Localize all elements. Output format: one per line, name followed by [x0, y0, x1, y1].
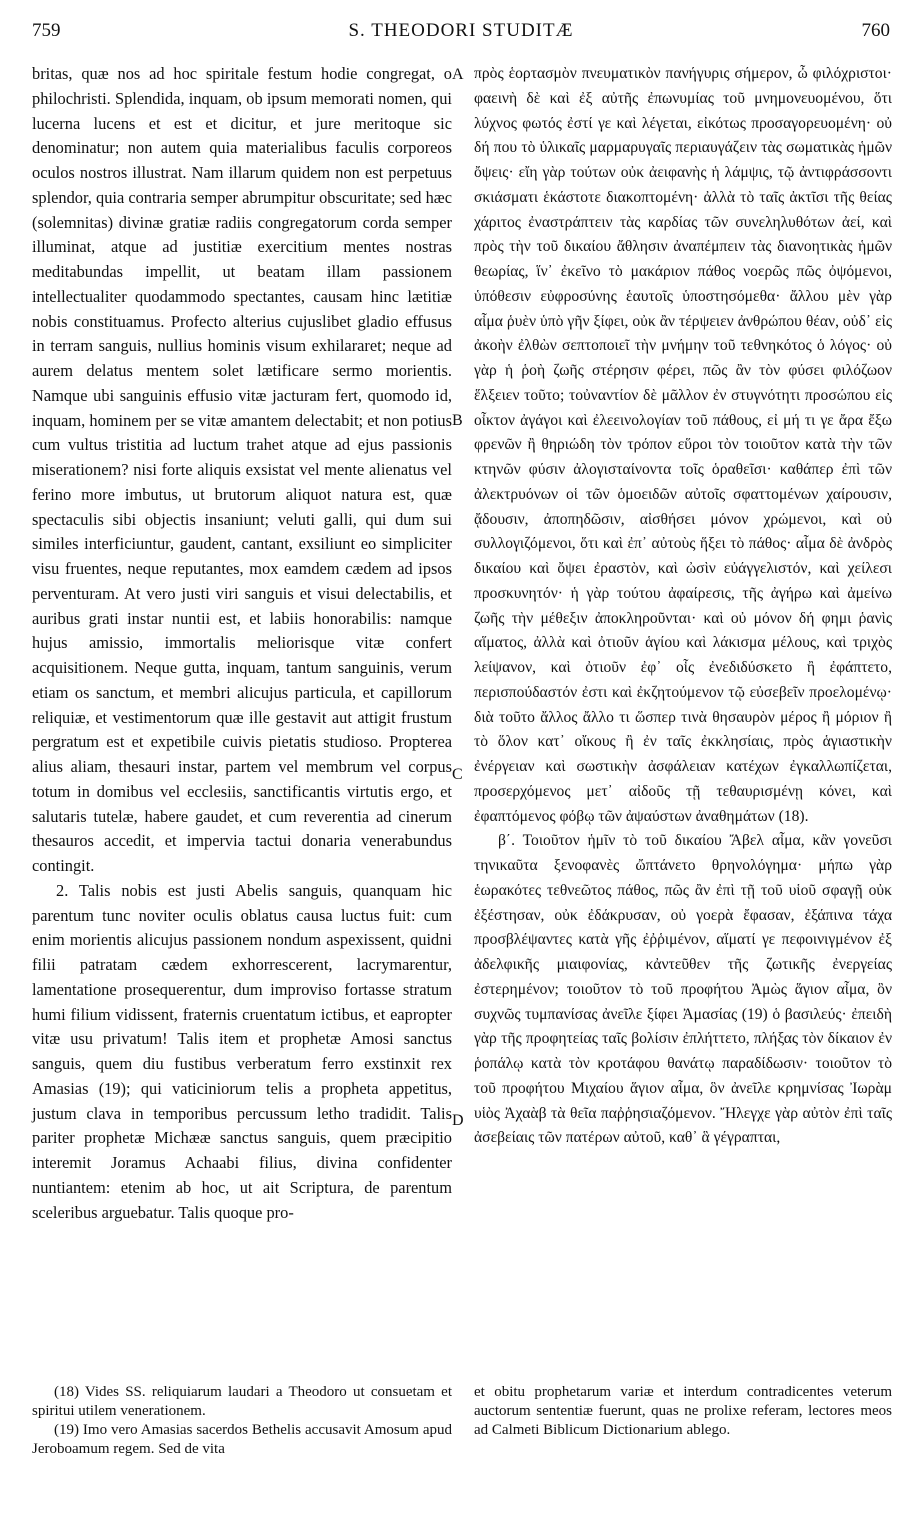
- footnote-18: (18) Vides SS. reliquiarum laudari a Theodoro ut consuetam et spiritui utilem venerationem.: [32, 1384, 452, 1419]
- running-title: S. THEODORI STUDITÆ: [348, 20, 574, 41]
- greek-column: [474, 62, 892, 1151]
- margin-letter-a: A: [452, 66, 464, 83]
- greek-paragraph-1: πρὸς ἑορτασμὸν πνευματικὸν πανήγυρις σήμερον, ὦ φιλόχριστοι· φαεινὴ δὲ καὶ ἐξ αὐτῆς ἐπωνυμίας τοῦ μνημονευομένου, ὅτι λύχνος φωτός ἐστί γε καὶ λέγεται, εἰκότως προσαγορευομένη· οὐ δή που τὸ ὑλικαῖς μαρμαρυγαῖς περιαυγάζειν τὰς σωματικὰς ἡμῶν ὄψεις· εἴη γὰρ τούτων οὐκ ἀειφανὴς ἡ λάμψις, τῷ ἀντιφράσσοντι σκιάσματι ἑκάστοτε διακοπτομένη· ἀλλὰ τὸ ταῖς ἀκτῖσι τῆς θείας χάριτος ἐναστράπτειν τὰς καρδίας τῶν συνεληλυθότων ἀεί, καὶ πρὸς τὴν τοῦ δικαίου ἄθλησιν ἀναπέμπειν τὰς διανοητικὰς ἡμῶν θεωρίας, ἵν᾽ ἐκεῖνο τὸ μακάριον πάθος νοερῶς πῶς ὀψόμενοι, ὑπόθεσιν εὐφροσύνης ἑαυτοῖς ὑποστησόμεθα· ἄλλου μὲν γὰρ αἷμα ῥυὲν ὑπὸ γῆν ξίφει, οὐκ ἂν τέρψειεν ἀνθρώπου θέαν, οὐδ᾽ εἰς ἀκοὴν ἐλθὼν σεπτοποιεῖ τὴν μνήμην τοῦ τεθνηκότος ὁ λόγος· οὐ γὰρ ἡ ῥοὴ ζωῆς στέρησιν φέρει, πῶς ἂν τὸν φύσει φιλόζωον ἕλξειεν τοῦτο; τοὐναντίον δὲ μᾶλλον ἐν στυγνότητι προσώπου εἰς οἶκτον ἀγάγοι καὶ ἐλεεινολογίαν τοῦ πάθους, εἰ μή τι γε ἄρα ἔξω φρενῶν ἢ θηριώδη τὸν τρόπον εὕροι τὸν τοιοῦτον κατὰ τὴν τῶν κτηνῶν φύσιν ἀλογισταίνοντα τοῖς ὁραθεῖσι· καθάπερ ἐπὶ τῶν ἀλεκτρυόνων οἱ τῶν ὁμοειδῶν αὐτοῖς σφαττομένων χαίρουσιν, ᾄδουσιν, ἀποπηδῶσιν, αἰσθήσει μόνον χρώμενοι, καὶ οὐ συλλογιζόμενοι, ὅτι καὶ ἐπ᾽ αὐτοὺς ἥξει τὸ πάθος· αἷμα δὲ ἀνδρὸς δικαίου καὶ ὄψει ἐραστὸν, καὶ ὠσὶν εὐάγγελιστόν, καὶ χείλεσι προσκυνητόν· ἡ γὰρ τούτου ἀφαίρεσις, τῆς ἀγήρω καὶ ἀμείνω ζωῆς τὴν μέθεξιν ἀποκληροῦνται· καὶ οὐ μόνον δή φημι ῥανὶς αἵματος, ἀλλὰ καὶ ὀτιοῦν ἁγίου καὶ λάκισμα μέλους, καὶ τριχὸς λείψανον, καὶ ὀτιοῦν ἐφ᾽ οἷς ἐνεδιδύσκετο ἢ ἐφάπτετο, περισπούδαστόν ἐστι καὶ ἐκζητούμενον τῷ εὐσεβεῖν προελομένῳ· διὰ τοῦτο ἄλλος ἄλλο τι ὥσπερ τινὰ θησαυρὸν μέρος ἢ μόριον ἢ τὸ ὅλον κατ᾽ οἴκους ἢ ἐν ταῖς ἐκκλησίαις, πρὸς ἁγιαστικὴν ἐνέργειαν καὶ σωστικὴν ἀσφάλειαν κατέχων ἐγκαλλωπίζεται, προσερχόμενος μετ᾽ αἰδοῦς τῇ τεθαυρισμένῃ κόνει, καὶ ἐφαπτόμενος φόβῳ τῶν ἀψαύστων ἀναθημάτων (18).: [474, 65, 892, 825]
- footnotes-left: [32, 1383, 452, 1459]
- margin-letter-c: C: [452, 766, 463, 783]
- footnotes-right: [474, 1383, 892, 1440]
- footnote-19: (19) Imo vero Amasias sacerdos Bethelis accusavit Amosum apud Jeroboamum regem. Sed de vita: [32, 1422, 452, 1457]
- greek-paragraph-2: β΄. Τοιοῦτον ἡμῖν τὸ τοῦ δικαίου Ἄβελ αἷμα, κἂν γονεῦσι τηνικαῦτα ξενοφανὲς ὤπτάνετο θρηνολόγημα· μήπω γὰρ ἑωρακότες τεθνεῶτος πάθος, πῶς ἂν ἐπὶ τῇ τοῦ υἱοῦ σφαγῇ οὐκ ἐξέστησαν, οὐκ ἐδάκρυσαν, οὐ γοερὰ ἔφασαν, ἐξάπινα τάχα προσβλέψαντες κατὰ γῆς ἐῤῥιμένον, αἵματί γε πεφοινιγμένον ἐξ ἀδελφικῆς μιαιφονίας, κἀντεῦθεν τῆς ζωτικῆς ἐνεργείας ἐστερημένον; τοιοῦτον τὸ τοῦ προφήτου Ἀμὼς ἅγιον αἷμα, ὃν συχνῶς τυμπανίσας ἀνεῖλε ξίφει Ἀμασίας (19) ὁ βασιλεύς· ἐπειδὴ γὰρ τῆς προφητείας ταῖς βολίσιν ἐπλήττετο, πλήξας τὸν δίκαιον ἐν ῥοπάλῳ κατὰ τὸν κροτάφου θανάτῳ παραδίδωσιν· τοιοῦτον τὸ τοῦ προφήτου Μιχαίου ἅγιον αἷμα, ὃν ἀνεῖλε κρημνίσας Ἰωρὰμ υἱὸς Ἀχαὰβ τὰ θεῖα παῤῥησιαζόμενον. Ἤλεγχε γὰρ αὐτὸν ἐπὶ ταῖς ἀσεβείαις τῶν πατέρων αὐτοῦ, καθ᾽ ἃ γέγραπται,: [474, 832, 892, 1147]
- latin-column: [32, 62, 452, 1225]
- margin-letter-b: B: [452, 412, 463, 429]
- left-page-number: 759: [32, 20, 61, 41]
- latin-paragraph-1: britas, quæ nos ad hoc spiritale festum hodie congregat, o philochristi. Splendida, inquam, ob ipsum memorati nomen, qui lucerna lucens et est et dicitur, et jure meritoque sic denominatur; non autem quia materialibus faculis corporeos oculos nostros illustrat. Nam illarum quidem non est perpetuus splendor, quia contraria semper abrumpitur obscuritate; sed hæc (solemnitas) divinæ gratiæ radiis congregatorum corda semper illuminat, atque ad justitiæ exercitium mentes nostras meditabundas impellit, ut beatam illam passionem intellectualiter quodammodo spectantes, causam hinc lætitiæ nobis constituamus. Profecto alterius cujuslibet gladio effusus in terram sanguis, nullius hominis visum exhilararet; neque ad aurem delatus mentem solet lætificare sermo morientis. Namque ubi sanguinis effusio vitæ jacturam fert, quomodo id, inquam, hominem per se vitæ amantem delectabit; et non potius cum vultus tristitia ad luctum trahet atque ad ejus passionis miserationem? nisi forte aliquis exsistat vel mente alienatus vel ferino more imbutus, ut brutorum aliquot natura est, quæ spectaculis sibi objectis insaniunt; veluti galli, qui dum sui similes interficiuntur, gaudent, cantant, exsiliunt eo simpliciter visu fruentes, neque reputantes, mox eamdem cædem ad ipsos perventuram. At vero justi viri sanguis et visui delectabilis, et auribus grati instar nuntii est, et labiis honorabilis: namque hujus amissio, immortalis meliorisque vitæ confert acquisitionem. Neque gutta, inquam, tantum sanguinis, verum etiam os sanctum, et membri alicujus particula, et capillorum reliquiæ, et vestimentorum quæ ille gestavit aut attigit frustum pergratum est et expetibile cuivis pietatis studioso. Propterea alius aliam, thesauri instar, partem vel membrum vel corpus totum in domibus vel ecclesiis, sanctificantis virtutis ergo, et salutaris tutelæ, habere gaudet, et cum reverentia ad cinerum thesauros accedit, et impervia tactui donaria venerabundus contingit.: [32, 64, 452, 875]
- footnote-19-continued: et obitu prophetarum variæ et interdum contradicentes veterum auctorum sententiæ fuerunt, quas ne prolixe referam, lectores meos ad Calmeti Biblicum Dictionarium ablego.: [474, 1384, 892, 1438]
- latin-paragraph-2: 2. Talis nobis est justi Abelis sanguis, quanquam hic parentum tunc noviter oculis oblatus causa luctus fuit: cum enim morientis alicujus passionem nondum aspexissent, quidni filii patratam cædem exhorrescerent, lacrymarentur, lamentatione prosequerentur, dum improviso fortasse stratum humi filium vidissent, fraternis cruentatum ictibus, et eapropter vitæ usu privatum! Talis item et prophetæ Amosi sanctus sanguis, quem diu fustibus verberatum ferro exstinxit rex Amasias (19); qui vaticiniorum telis a propheta appetitus, justum clava in temporibus percussum letho tradidit. Talis pariter prophetæ Michææ sanctus sanguis, quem præcipitio interemit Joramus Achaabi filius, divina confidenter nuntiantem: etenim ab hoc, ut ait Scriptura, de parentum sceleribus arguebatur. Talis quoque pro-: [32, 880, 452, 1222]
- margin-letter-d: D: [452, 1112, 464, 1129]
- page-header: [32, 20, 890, 54]
- right-page-number: 760: [861, 20, 890, 41]
